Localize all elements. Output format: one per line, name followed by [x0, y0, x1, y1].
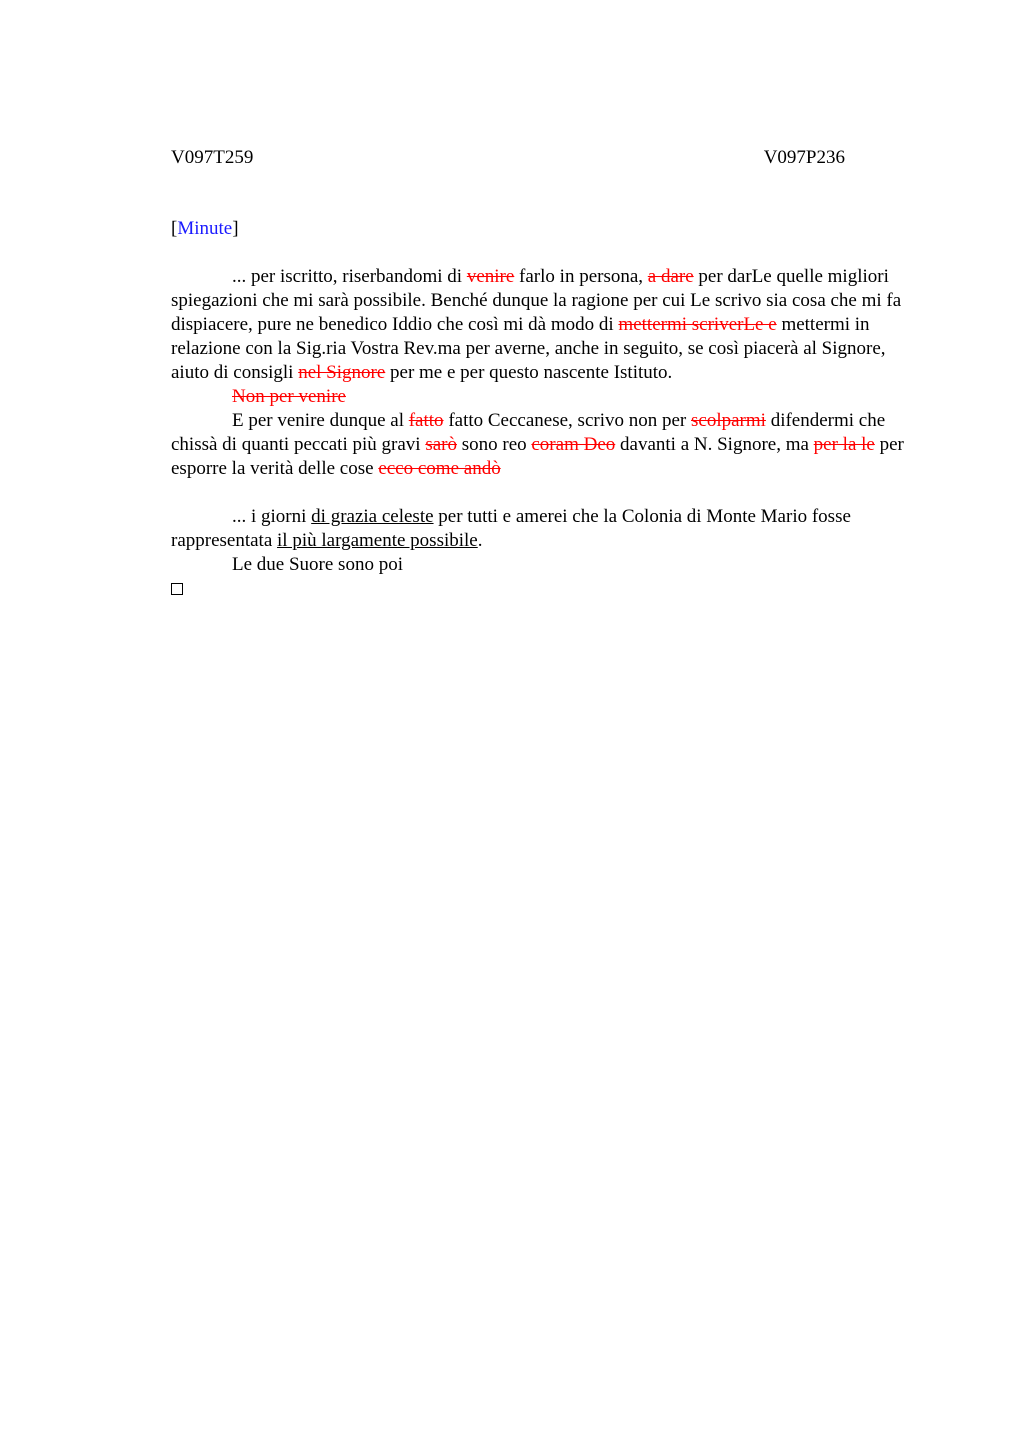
text-run: .: [477, 530, 483, 551]
deleted-text: ecco come andò: [378, 458, 501, 479]
paragraph-1: [171, 265, 916, 385]
text-run: E per venire dunque al: [232, 410, 409, 431]
deleted-text: venire: [466, 266, 515, 287]
text-run: mettermi in relazione con la Sig.ria Vostra Rev.ma per averne, anche in seguito, se così piacerà al Signore, aiuto di consigli: [171, 314, 886, 383]
text-run: difendermi che chissà di quanti peccati più gravi: [171, 410, 886, 455]
paragraph-4: [171, 505, 916, 553]
end-marker: [171, 577, 916, 602]
document-page: [171, 146, 916, 602]
checkbox-icon: [171, 583, 183, 595]
deleted-text: scolparmi: [691, 410, 766, 431]
text-run: Le due Suore sono poi: [232, 554, 403, 575]
section-close-bracket: ]: [232, 218, 239, 239]
paragraph-5: [171, 553, 916, 577]
left-code: V097T259: [171, 147, 254, 168]
section-open-bracket: [: [171, 218, 178, 239]
text-run: ... per iscritto, riserbandomi di: [232, 266, 467, 287]
text-run: ... i giorni: [232, 506, 312, 527]
underlined-text: il più largamente possibile: [277, 530, 478, 551]
paragraph-2: [171, 385, 916, 409]
deleted-text: nel Signore: [298, 362, 386, 383]
right-code: V097P236: [763, 147, 845, 168]
text-run: per darLe quelle migliori spiegazioni che mi sarà possibile. Benché dunque la ragione per cui Le scrivo sia cosa che mi fa dispiacere, pure ne benedico Iddio che così mi dà modo di: [171, 266, 902, 335]
deleted-text: a dare: [647, 266, 694, 287]
text-run: per me e per questo nascente Istituto.: [385, 362, 673, 383]
text-run: per esporre la verità delle cose: [171, 434, 904, 479]
deleted-text: per la le: [813, 434, 875, 455]
document-header: [171, 146, 845, 170]
section-heading: [171, 217, 916, 241]
text-run: per tutti e amerei che la Colonia di Monte Mario fosse rappresentata: [171, 506, 851, 551]
deleted-text: Non per venire: [232, 386, 346, 407]
underlined-text: di grazia celeste: [311, 506, 434, 527]
text-run: sono reo: [456, 434, 532, 455]
paragraph-3: [171, 409, 916, 481]
text-run: farlo in persona,: [514, 266, 648, 287]
deleted-text: fatto: [408, 410, 444, 431]
text-run: fatto Ceccanese, scrivo non per: [443, 410, 691, 431]
deleted-text: coram Deo: [531, 434, 616, 455]
text-run: davanti a N. Signore, ma: [615, 434, 814, 455]
deleted-text: mettermi scriverLe e: [618, 314, 777, 335]
section-label: Minute: [177, 218, 233, 239]
deleted-text: sarò: [425, 434, 457, 455]
